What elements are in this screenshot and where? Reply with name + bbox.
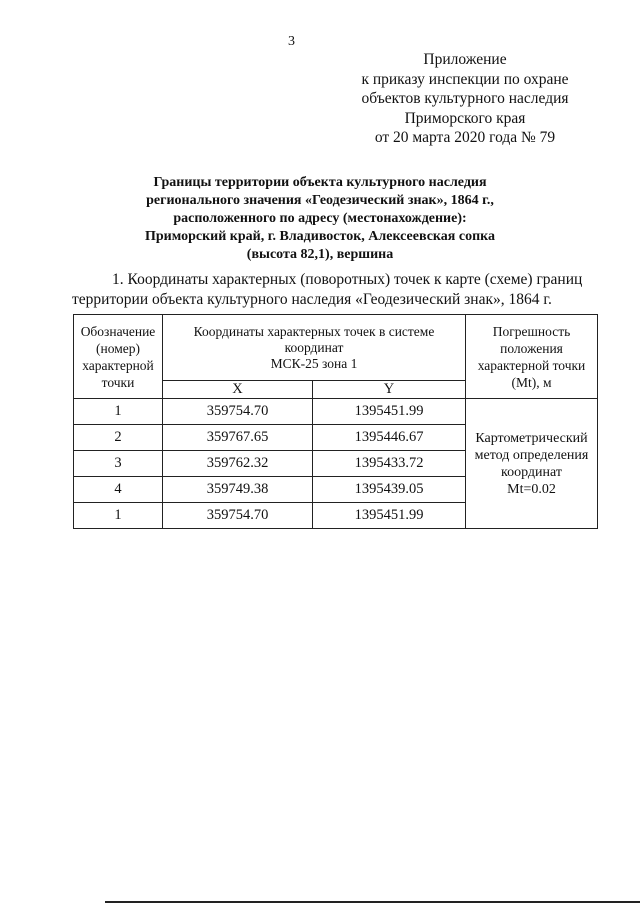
annex-line: объектов культурного наследия: [361, 90, 569, 107]
scan-edge-line: [105, 901, 640, 903]
title-line: (высота 82,1), вершина: [246, 247, 394, 262]
cell-y: 1395446.67: [313, 425, 466, 451]
title-line: расположенного по адресу (местонахождение):: [173, 211, 467, 226]
cell-point: 2: [74, 425, 163, 451]
cell-point: 3: [74, 451, 163, 477]
cell-y: 1395433.72: [313, 451, 466, 477]
page-number: 3: [288, 34, 295, 49]
cell-x: 359767.65: [163, 425, 313, 451]
cell-point: 4: [74, 477, 163, 503]
header-y: Y: [313, 381, 466, 399]
header-accuracy: Погрешность положения характерной точки (Mt), м: [466, 315, 598, 399]
document-title: [110, 174, 530, 264]
annex-line: Приморского края: [404, 109, 526, 127]
cell-accuracy: Картометрический метод определения координат Mt=0.02: [466, 399, 598, 529]
title-line: Приморский край, г. Владивосток, Алексеевская сопка: [145, 229, 495, 244]
annex-block: [330, 50, 600, 148]
annex-line: Приложение: [423, 51, 507, 68]
paragraph-1: [72, 270, 583, 310]
header-coordinates: Координаты характерных точек в системе координат МСК-25 зона 1: [163, 315, 466, 381]
cell-x: 359749.38: [163, 477, 313, 503]
header-point-designation: Обозначение (номер) характерной точки: [74, 315, 163, 399]
cell-x: 359754.70: [163, 503, 313, 529]
annex-line: от 20 марта 2020 года № 79: [374, 129, 556, 146]
coordinates-table: [73, 314, 598, 529]
cell-y: 1395451.99: [313, 399, 466, 425]
cell-y: 1395451.99: [313, 503, 466, 529]
title-line: регионального значения «Геодезический знак», 1864 г.,: [146, 193, 494, 208]
table-header-row: [74, 315, 598, 381]
header-x: X: [163, 381, 313, 399]
title-line: Границы территории объекта культурного наследия: [153, 175, 487, 190]
cell-point: 1: [74, 503, 163, 529]
cell-x: 359754.70: [163, 399, 313, 425]
table-row: [74, 399, 598, 425]
paragraph-line: 1. Координаты характерных (поворотных) точек к карте (схеме) границ: [112, 271, 583, 288]
paragraph-line: территории объекта культурного наследия «Геодезический знак», 1864 г.: [72, 291, 552, 308]
annex-line: к приказу инспекции по охране: [361, 70, 569, 88]
cell-y: 1395439.05: [313, 477, 466, 503]
cell-point: 1: [74, 399, 163, 425]
cell-x: 359762.32: [163, 451, 313, 477]
